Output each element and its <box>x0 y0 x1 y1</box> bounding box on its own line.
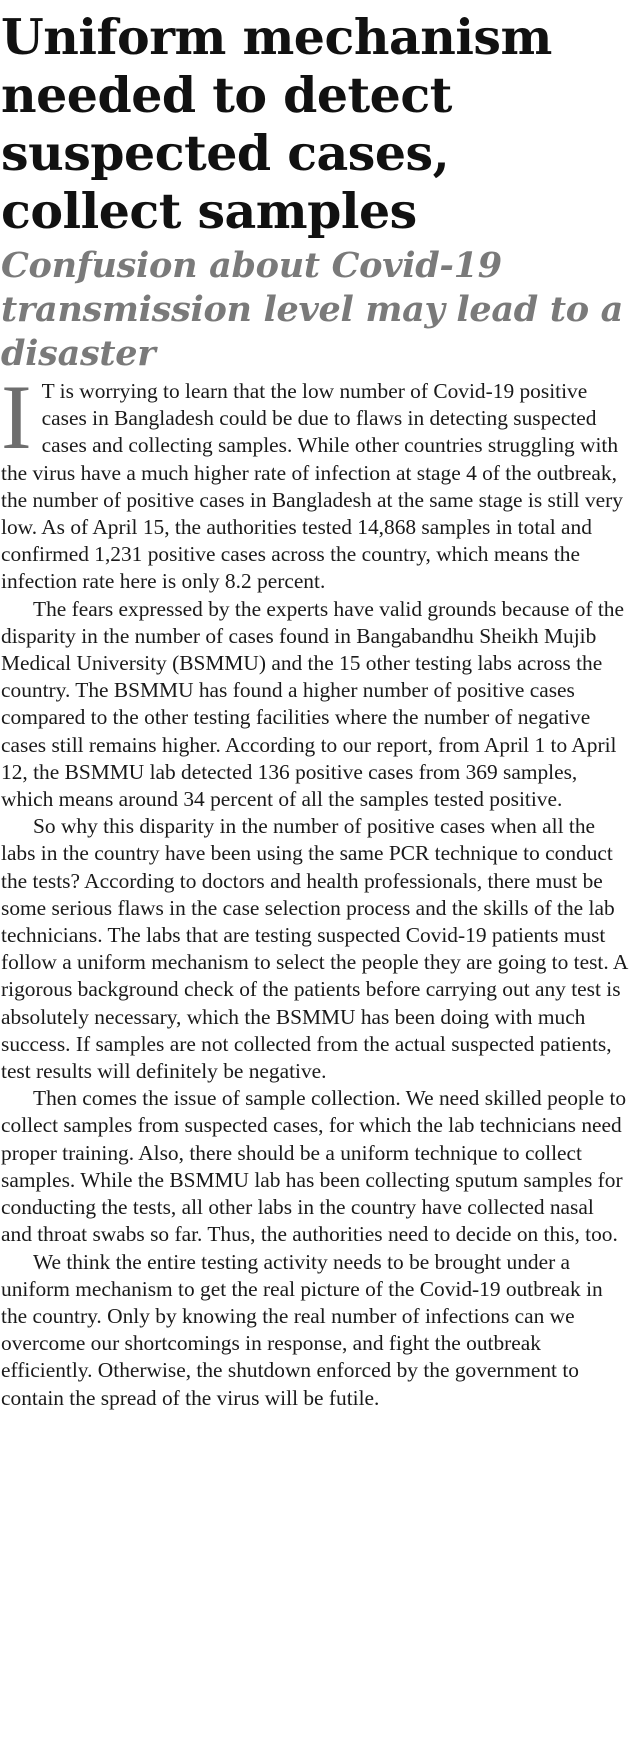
paragraph-5: We think the entire testing activity needs to be brought under a uniform mechanism to get the real picture of the Covid-19 outbreak in the country. Only by knowing the real number of infections can we overcome our shortcomings in response, and fight the outbreak efficiently. Otherwise, the shutdown enforced by the government to contain the spread of the virus will be futile. <box>1 1249 603 1410</box>
paragraph-1 <box>1 366 629 596</box>
paragraph-4: Then comes the issue of sample collection. We need skilled people to collect samples from suspected cases, for which the lab technicians need proper training. Also, there should be a uniform technique to collect samples. While the BSMMU lab has been collecting sputum samples for conducting the tests, all other labs in the country have collected nasal and throat swabs so far. Thus, the authorities need to decide on this, too. <box>1 1086 627 1247</box>
article-body <box>1 366 629 1412</box>
subheadline: Confusion about Covid-19 transmission level may lead to a disaster <box>1 245 624 374</box>
paragraph-3: So why this disparity in the number of positive cases when all the labs in the country have been using the same PCR technique to conduct the tests? According to doctors and health professionals, there must be some serious flaws in the case selection process and the skills of the lab technicians. The labs that are testing suspected Covid-19 patients must follow a uniform mechanism to select the people they are going to test. A rigorous background check of the patients before carrying out any test is absolutely necessary, which the BSMMU has been doing with much success. If samples are not collected from the actual suspected patients, test results will definitely be negative. <box>1 814 628 1084</box>
drop-cap: I <box>1 366 32 468</box>
paragraph-1-text: T is worrying to learn that the low number of Covid-19 positive cases in Bangladesh could be due to flaws in detecting suspected cases and collecting samples. While other countries struggling with the virus have a much higher rate of infection at stage 4 of the outbreak, the number of positive cases in Bangladesh at the same stage is still very low. As of April 15, the authorities tested 14,868 samples in total and confirmed 1,231 positive cases across the country, which means the infection rate here is only 8.2 percent. <box>1 379 623 594</box>
paragraph-2: The fears expressed by the experts have valid grounds because of the disparity in the number of cases found in Bangabandhu Sheikh Mujib Medical University (BSMMU) and the 15 other testing labs across the country. The BSMMU has found a higher number of positive cases compared to the other testing facilities where the number of negative cases still remains higher. According to our report, from April 1 to April 12, the BSMMU lab detected 136 positive cases from 369 samples, which means around 34 percent of all the samples tested positive. <box>1 596 624 812</box>
headline: Uniform mechanism needed to detect suspected cases, collect samples <box>1 8 552 240</box>
